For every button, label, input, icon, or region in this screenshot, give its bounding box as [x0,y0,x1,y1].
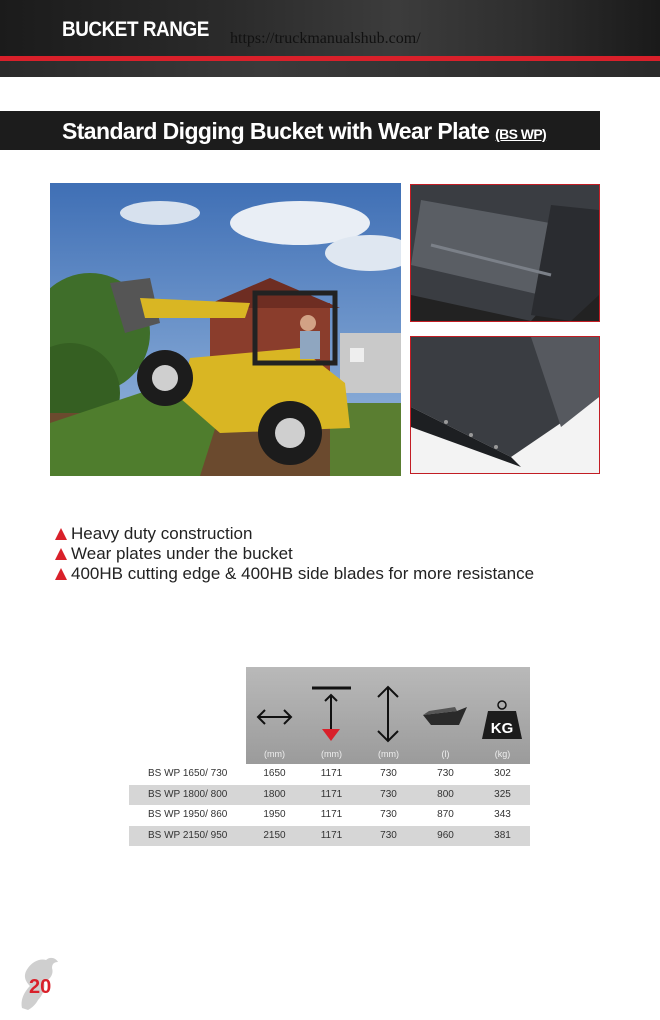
loader-photo [50,183,401,476]
weight-column-header [474,667,531,764]
depth-arrows-icon [360,667,417,747]
table-row [129,805,530,825]
header-under-band [0,61,660,77]
section-title [62,118,546,145]
header-title: BUCKET RANGE [62,18,209,41]
value-cell: 960 [437,830,454,841]
width-column-header [246,667,303,764]
value-cell: 1171 [320,768,343,779]
volume-column-header [417,667,474,764]
section-title-text: Standard Digging Bucket with Wear Plate [62,118,490,144]
spec-table-header [246,667,530,764]
model-cell: BS WP 1650/ 730 [148,768,228,779]
feature-list [55,524,534,584]
value-cell: 730 [380,830,397,841]
model-cell: BS WP 1950/ 860 [148,809,228,820]
model-cell: BS WP 1800/ 800 [148,789,228,800]
height-arrow-icon [303,667,360,747]
loader-photo-image [50,183,401,476]
red-triangle-icon [55,568,67,580]
value-cell: 1950 [263,809,286,820]
bucket-photo-bottom-image [411,337,599,473]
bucket-volume-icon [417,667,474,747]
page-header [0,0,660,60]
value-cell: 870 [437,809,454,820]
value-cell: 343 [494,809,511,820]
kg-label: KG [490,720,514,737]
value-cell: 730 [380,789,397,800]
value-cell: 325 [494,789,511,800]
feature-item: Wear plates under the bucket [55,544,534,564]
section-title-bar [0,111,600,150]
value-cell: 730 [380,809,397,820]
unit-label: (mm) [264,749,285,759]
unit-label: (mm) [321,749,342,759]
height-column-header [303,667,360,764]
depth-column-header [360,667,417,764]
value-cell: 302 [494,768,511,779]
value-cell: 800 [437,789,454,800]
width-arrows-icon [246,667,303,747]
section-code: (BS WP) [495,126,547,142]
value-cell: 1171 [320,789,343,800]
value-cell: 730 [437,768,454,779]
bucket-photo-bottom [410,336,600,474]
value-cell: 381 [494,830,511,841]
weight-kg-icon [474,667,531,747]
table-row [129,764,530,784]
unit-label: (kg) [494,749,511,759]
header-url[interactable]: https://truckmanualshub.com/ [230,30,421,47]
page-number: 20 [29,976,52,998]
unit-label: (mm) [378,749,399,759]
unit-label: (l) [441,749,450,759]
bucket-photo-top-image [411,185,599,321]
value-cell: 1800 [263,789,286,800]
red-triangle-icon [55,548,67,560]
feature-item: Heavy duty construction [55,524,534,544]
model-cell: BS WP 2150/ 950 [148,830,228,841]
bucket-photo-top [410,184,600,322]
value-cell: 2150 [263,830,286,841]
red-triangle-icon [55,528,67,540]
table-row [129,826,530,846]
value-cell: 1171 [320,830,343,841]
value-cell: 730 [380,768,397,779]
value-cell: 1650 [263,768,286,779]
table-row [129,785,530,805]
feature-item: 400HB cutting edge & 400HB side blades for more resistance [55,564,534,584]
value-cell: 1171 [320,809,343,820]
